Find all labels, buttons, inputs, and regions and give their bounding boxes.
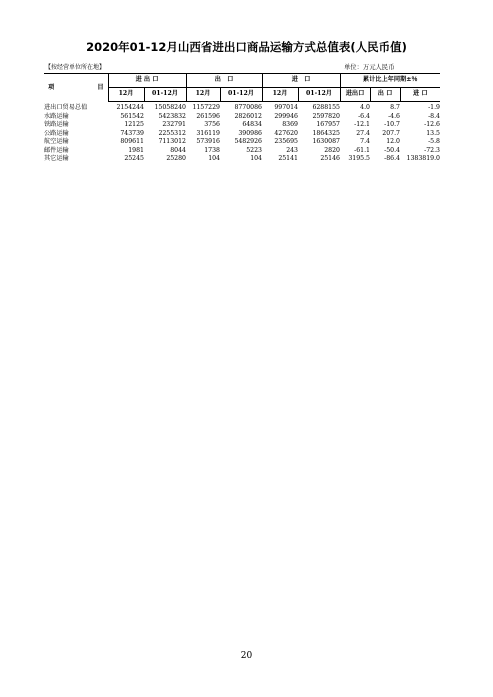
table-cell: 243: [286, 146, 298, 154]
table-cell: 167957: [316, 121, 340, 128]
table-cell: 13.5: [426, 129, 440, 137]
table-cell: 232791: [162, 121, 186, 128]
table-cell: 1157229: [192, 104, 220, 111]
table-cell: -12.1: [354, 121, 370, 128]
row-label: 公路运输: [44, 129, 69, 137]
row-label: 水路运输: [44, 112, 69, 120]
table-row: [44, 121, 440, 130]
table-cell: 299946: [274, 112, 298, 120]
table-cell: 2820: [324, 146, 340, 154]
table-cell: 25146: [320, 155, 340, 162]
table-cell: 8369: [282, 121, 298, 128]
page-number: 20: [240, 651, 253, 661]
table-cell: -6.4: [358, 112, 370, 120]
item-header-right: 目: [97, 83, 104, 91]
table-cell: 997014: [274, 104, 298, 111]
table-cell: 8.7: [390, 104, 400, 111]
row-label: 铁路运输: [44, 121, 69, 128]
table-cell: 809611: [120, 138, 144, 145]
table-cell: 316119: [196, 129, 220, 137]
table-cell: 2255312: [158, 129, 186, 137]
table-cell: -61.1: [354, 146, 370, 154]
table-cell: 12125: [124, 121, 144, 128]
table-cell: 207.7: [382, 129, 400, 137]
table-cell: 25245: [124, 155, 144, 162]
row-label: 进出口贸易总值: [44, 103, 88, 111]
row-label: 邮件运输: [44, 146, 69, 154]
table-cell: -10.7: [384, 121, 400, 128]
table-cell: 2597820: [312, 112, 340, 120]
table-cell: -72.3: [424, 146, 440, 154]
table-cell: 5482926: [234, 138, 262, 145]
table-cell: 427620: [274, 129, 298, 137]
table-body: [44, 102, 440, 164]
table-cell: 573916: [196, 138, 220, 145]
table-cell: -12.6: [424, 121, 440, 128]
table-cell: 235695: [274, 138, 298, 145]
table-cell: -5.8: [428, 138, 440, 145]
table-row: [44, 102, 440, 113]
table-cell: -4.6: [388, 112, 400, 120]
row-label: 其它运输: [44, 155, 69, 162]
column-header: 01-12月: [298, 88, 340, 102]
item-header: [44, 74, 108, 102]
group-header-import: 进 口: [262, 74, 340, 88]
table-cell: -8.4: [428, 112, 440, 120]
table-row: [44, 130, 440, 139]
table-cell: 3195.5: [348, 155, 370, 162]
column-header: 出 口: [370, 88, 400, 102]
group-header-total: 进 出 口: [108, 74, 186, 88]
group-header-export: 出 口: [186, 74, 262, 88]
table-row: [44, 138, 440, 147]
table-cell: 390986: [238, 129, 262, 137]
table-row: [44, 113, 440, 122]
table-cell: 104: [208, 155, 220, 162]
table-cell: 2154244: [116, 104, 144, 111]
table-cell: 7.4: [360, 138, 370, 145]
scope-note: 【按经营单位所在地】: [45, 64, 106, 71]
table-cell: 104: [250, 155, 262, 162]
column-header: 12月: [108, 88, 144, 102]
table-cell: -1.9: [428, 104, 440, 111]
table-cell: 7113012: [158, 138, 186, 145]
table-row: [44, 147, 440, 156]
column-header: 12月: [186, 88, 220, 102]
table-cell: 561542: [120, 112, 144, 120]
table-cell: 5423832: [158, 112, 186, 120]
table-cell: 5223: [246, 146, 262, 154]
table-cell: 8044: [170, 146, 186, 154]
table-cell: 1864325: [312, 129, 340, 137]
item-header-left: 项: [48, 83, 55, 91]
table-cell: 6288155: [312, 104, 340, 111]
table-cell: 2826012: [234, 112, 262, 120]
table-cell: 8770086: [234, 104, 262, 111]
column-header: 01-12月: [220, 88, 262, 102]
table-cell: 1981: [128, 146, 144, 154]
table-cell: 25141: [278, 155, 298, 162]
table-cell: 3756: [204, 121, 220, 128]
transport-value-table: [44, 73, 440, 164]
column-header: 进出口: [340, 88, 370, 102]
column-header: 12月: [262, 88, 298, 102]
table-cell: 4.0: [360, 104, 370, 111]
table-cell: 743739: [120, 129, 144, 137]
group-header-yoy: 累计比上年同期±％: [340, 74, 440, 88]
table-cell: 261596: [196, 112, 220, 120]
column-header: 进 口: [400, 88, 440, 102]
table-cell: 12.0: [386, 138, 400, 145]
table-cell: -86.4: [384, 155, 400, 162]
table-cell: 1383819.0: [406, 155, 440, 162]
table-cell: 15058240: [154, 104, 186, 111]
table-cell: 1738: [204, 146, 220, 154]
row-label: 航空运输: [44, 138, 69, 145]
table-cell: -50.4: [384, 146, 400, 154]
table-cell: 25280: [166, 155, 186, 162]
page-title: 2020年01-12月山西省进出口商品运输方式总值表(人民币值): [86, 40, 407, 54]
table-cell: 27.4: [356, 129, 370, 137]
unit-note: 单位：万元人民币: [344, 64, 395, 71]
table-cell: 1630087: [312, 138, 340, 145]
column-header: 01-12月: [144, 88, 186, 102]
table-row: [44, 155, 440, 164]
table-cell: 64834: [242, 121, 262, 128]
